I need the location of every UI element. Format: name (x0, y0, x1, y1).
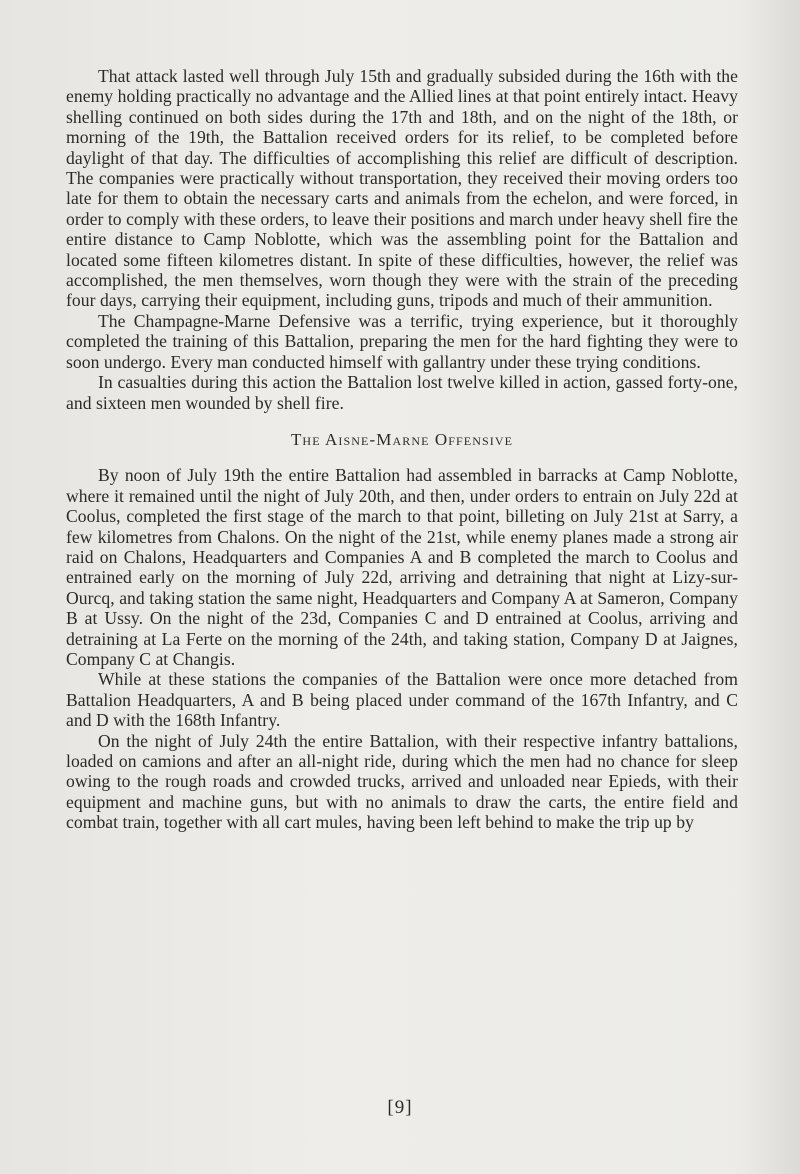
body-text (66, 66, 738, 833)
paragraph-relief: That attack lasted well through July 15th and gradually subsided during the 16th with the enemy holding practically no advantage and the Allied lines at that point entirely intact. Heavy shelling continued on both sides during the 17th and 18th, and on the night of the 18th, or morning of the 19th, the Battalion received orders for its relief, to be completed before daylight of that day. The difficulties of accomplishing this relief are difficult of description. The companies were practically without transportation, they received their moving orders too late for them to obtain the necessary carts and animals from the echelon, and were forced, in order to comply with these orders, to leave their positions and march under heavy shell fire the entire distance to Camp Noblotte, which was the assembling point for the Battalion and located some fifteen kilometres distant. In spite of these difficulties, however, the relief was accomplished, the men themselves, worn though they were with the strain of the preceding four days, carrying their equipment, including guns, tripods and much of their ammunition. (66, 66, 738, 311)
page-edge-shadow (740, 0, 800, 1174)
section-heading: The Aisne-Marne Offensive (290, 429, 514, 449)
paragraph-casualties: In casualties during this action the Battalion lost twelve killed in action, gassed forty-one, and sixteen men wounded by shell fire. (66, 372, 738, 413)
page-number: [9] (387, 1097, 413, 1118)
paragraph-assembly: By noon of July 19th the entire Battalion had assembled in barracks at Camp Noblotte, where it remained until the night of July 20th, and then, under orders to entrain on July 22d at Coolus, completed the first stage of the march to that point, billeting on July 21st at Sarry, a few kilometres from Chalons. On the night of the 21st, while enemy planes made a strong air raid on Chalons, Headquarters and Companies A and B completed the march to Coolus and entrained early on the morning of July 22d, arriving and detraining that night at Lizy-sur-Ourcq, and taking station the same night, Headquarters and Company A at Sameron, Company B at Ussy. On the night of the 23d, Companies C and D entrained at Coolus, arriving and detraining at La Ferte on the morning of the 24th, and taking station, Company D at Jaignes, Company C at Changis. (66, 465, 738, 669)
paragraph-champagne-marne: The Champagne-Marne Defensive was a terrific, trying experience, but it thoroughly completed the training of this Battalion, preparing the men for the hard fighting they were to soon undergo. Every man conducted himself with gallantry under these trying conditions. (66, 310, 738, 372)
paragraph-stations: While at these stations the companies of the Battalion were once more detached from Battalion Headquarters, A and B being placed under command of the 167th Infantry, and C and D with the 168th Infantry. (66, 669, 738, 731)
paragraph-night-ride: On the night of July 24th the entire Battalion, with their respective infantry battalions, loaded on camions and after an all-night ride, during which the men had no chance for sleep owing to the rough roads and crowded trucks, arrived and unloaded near Epieds, with their equipment and machine guns, but with no animals to draw the carts, the entire field and combat train, together with all cart mules, having been left behind to make the trip up by (66, 730, 738, 833)
